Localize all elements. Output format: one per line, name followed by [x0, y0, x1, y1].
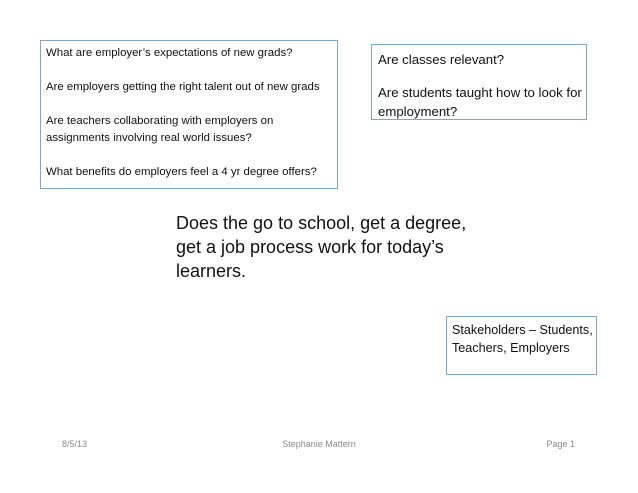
- employer-question-degree-benefits: What benefits do employers feel a 4 yr degree offers?: [46, 166, 317, 178]
- classes-questions-box: [371, 44, 587, 120]
- employer-question-collaboration: Are teachers collaborating with employers on assignments involving real world issues?: [46, 115, 274, 144]
- stakeholders-text: Stakeholders – Students, Teachers, Employers: [452, 323, 593, 355]
- footer-author: Stephanie Mattern: [282, 439, 356, 449]
- classes-question-employment: Are students taught how to look for employment?: [378, 85, 582, 119]
- employer-question-talent: Are employers getting the right talent out of new grads: [46, 81, 320, 93]
- footer-date: 8/5/13: [62, 439, 88, 449]
- employer-questions-box: [40, 40, 338, 189]
- stakeholders-box: [446, 316, 597, 375]
- employer-question-expectations: What are employer’s expectations of new grads?: [46, 47, 293, 59]
- footer-page-number: Page 1: [546, 439, 575, 449]
- main-question: Does the go to school, get a degree, get a job process work for today’s learners.: [176, 213, 467, 281]
- classes-question-relevance: Are classes relevant?: [378, 52, 505, 67]
